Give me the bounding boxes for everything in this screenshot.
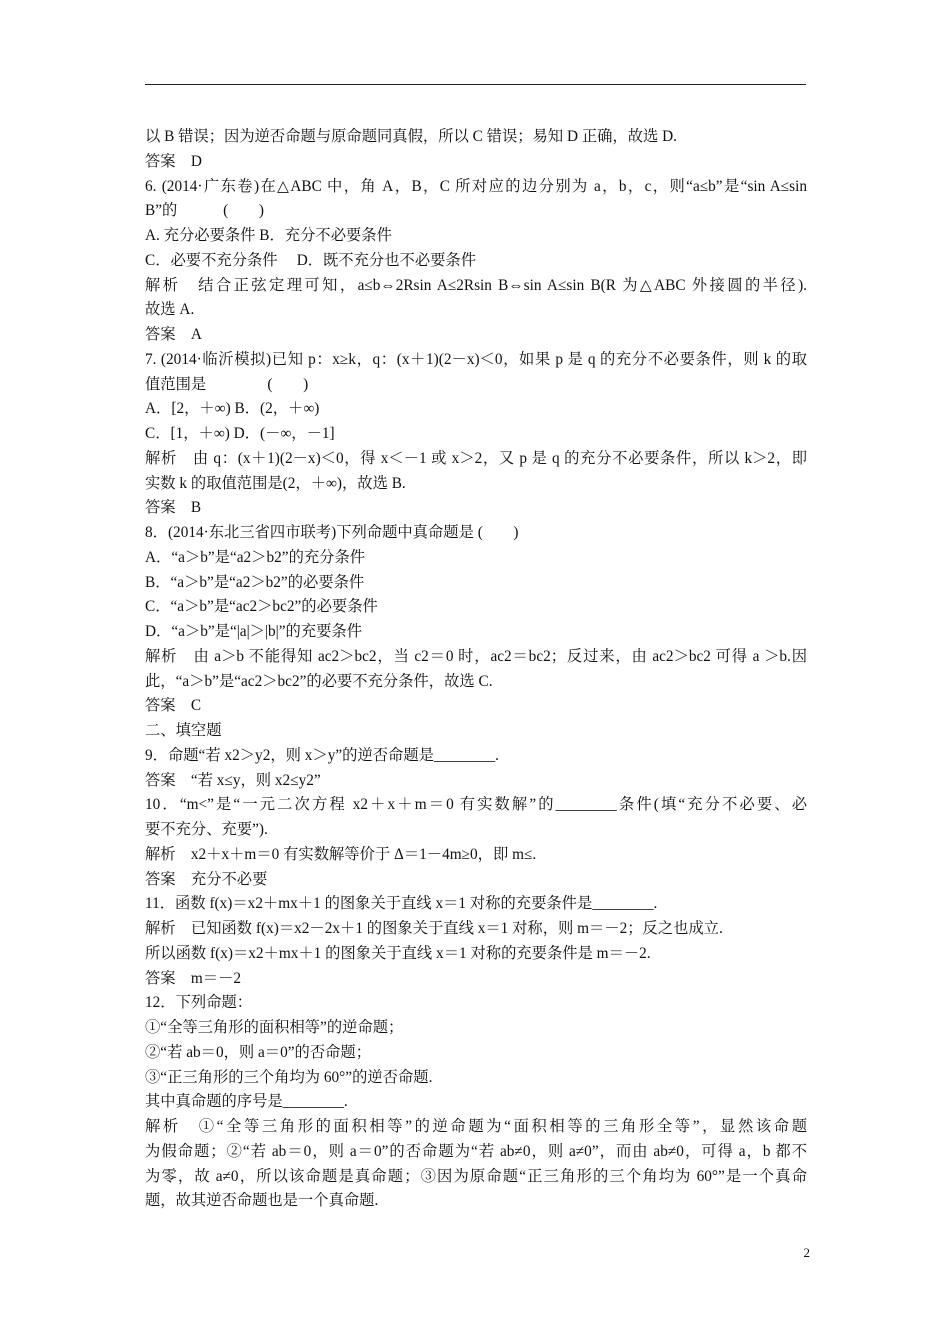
- text-line: 解析 由 q：(x＋1)(2－x)＜0，得 x＜－1 或 x＞2，又 p 是 q 的充分不必要条件，所以 k＞2，即: [145, 449, 807, 467]
- text-line: 解析 ①“全等三角形的面积相等”的逆命题为“面积相等的三角形全等”，显然该命题: [145, 1118, 807, 1135]
- text-line: D．“a＞b”是“|a|＞|b|”的充要条件: [145, 623, 363, 640]
- text-line: 答案 B: [145, 499, 202, 517]
- text-line: 答案 A: [145, 326, 202, 343]
- text-line: 答案 “若 x≤y，则 x2≤y2”: [145, 771, 321, 789]
- header-rule: [145, 84, 806, 85]
- text-line: C．[1，＋∞) D．(－∞，－1]: [145, 425, 335, 442]
- text-line: 解析 由 a＞b 不能得知 ac2＞bc2，当 c2＝0 时，ac2＝bc2；反过来，由 ac2＞bc2 可得 a ＞b.因: [145, 647, 807, 665]
- text-line: 故选 A.: [145, 301, 195, 319]
- text-line: 答案 D: [145, 152, 202, 170]
- text-line: 二、填空题: [145, 722, 222, 739]
- text-line: ③“正三角形的三个角均为 60°”的逆否命题.: [145, 1068, 433, 1086]
- text-line: 8．(2014·东北三省四市联考)下列命题中真命题是 ( ): [145, 524, 519, 541]
- text-line: 要不充分、充要”).: [145, 821, 268, 838]
- text-line: 11．函数 f(x)＝x2＋mx＋1 的图象关于直线 x＝1 对称的充要条件是________.: [145, 895, 658, 913]
- text-line: A．[2，＋∞) B．(2，＋∞): [145, 400, 320, 418]
- text-line: 解析 x2＋x＋m＝0 有实数解等价于 Δ＝1－4m≥0，即 m≤.: [145, 845, 537, 863]
- text-line: 题，故其逆否命题也是一个真命题.: [145, 1192, 379, 1210]
- text-line: 解析 已知函数 f(x)＝x2－2x＋1 的图象关于直线 x＝1 对称，则 m＝－2；反之也成立.: [145, 920, 723, 937]
- text-line: C．“a＞b”是“ac2＞bc2”的必要条件: [145, 598, 378, 616]
- text-line: 所以函数 f(x)＝x2＋mx＋1 的图象关于直线 x＝1 对称的充要条件是 m＝－2.: [145, 944, 651, 962]
- text-line: B”的 ( ): [145, 202, 264, 220]
- text-line: 解析 结合正弦定理可知，a≤b⇔2Rsin A≤2Rsin B⇔sin A≤sin B(R 为△ABC 外接圆的半径).: [145, 276, 807, 294]
- text-line: 7. (2014·临沂模拟)已知 p：x≥k，q：(x＋1)(2－x)＜0，如果 p 是 q 的充分不必要条件，则 k 的取: [145, 350, 807, 368]
- text-line: 12．下列命题：: [145, 994, 253, 1012]
- document-body: [145, 125, 807, 1214]
- text-line: 为零，故 a≠0，所以该命题是真命题；③因为原命题“正三角形的三个角均为 60°”是一个真命: [145, 1167, 807, 1185]
- text-line: 答案 充分不必要: [145, 870, 268, 888]
- text-line: 此，“a＞b”是“ac2＞bc2”的必要不充分条件，故选 C.: [145, 672, 493, 690]
- text-line: 值范围是 ( ): [145, 375, 309, 393]
- page-number: 2: [803, 1245, 810, 1260]
- text-line: C．必要不充分条件 D．既不充分也不必要条件: [145, 251, 477, 269]
- text-line: ②“若 ab＝0，则 a＝0”的否命题；: [145, 1043, 372, 1061]
- text-line: 为假命题；②“若 ab＝0，则 a＝0”的否命题为“若 ab≠0，则 a≠0”，而由 ab≠0，可得 a，b 都不: [145, 1142, 807, 1160]
- text-line: ①“全等三角形的面积相等”的逆命题；: [145, 1019, 404, 1036]
- text-line: 以 B 错误；因为逆否命题与原命题同真假，所以 C 错误；易知 D 正确，故选 D.: [145, 128, 678, 145]
- text-line: 6. (2014·广东卷)在△ABC 中，角 A，B，C 所对应的边分别为 a，b，c，则“a≤b”是“sin A≤sin: [145, 177, 807, 195]
- text-line: 答案 C: [145, 697, 202, 715]
- text-line: A．“a＞b”是“a2＞b2”的充分条件: [145, 548, 366, 566]
- text-line: 其中真命题的序号是________.: [145, 1093, 348, 1111]
- text-line: A. 充分必要条件 B．充分不必要条件: [145, 227, 392, 244]
- text-line: 实数 k 的取值范围是(2，＋∞)，故选 B.: [145, 474, 406, 492]
- text-line: 答案 m＝－2: [145, 969, 242, 987]
- text-line: 9．命题“若 x2＞y2，则 x＞y”的逆否命题是________.: [145, 746, 499, 764]
- text-line: B．“a＞b”是“a2＞b2”的必要条件: [145, 573, 365, 591]
- text-line: 10．“m<”是“一元二次方程 x2＋x＋m＝0 有实数解”的________条件(填“充分不必要、必: [145, 796, 807, 814]
